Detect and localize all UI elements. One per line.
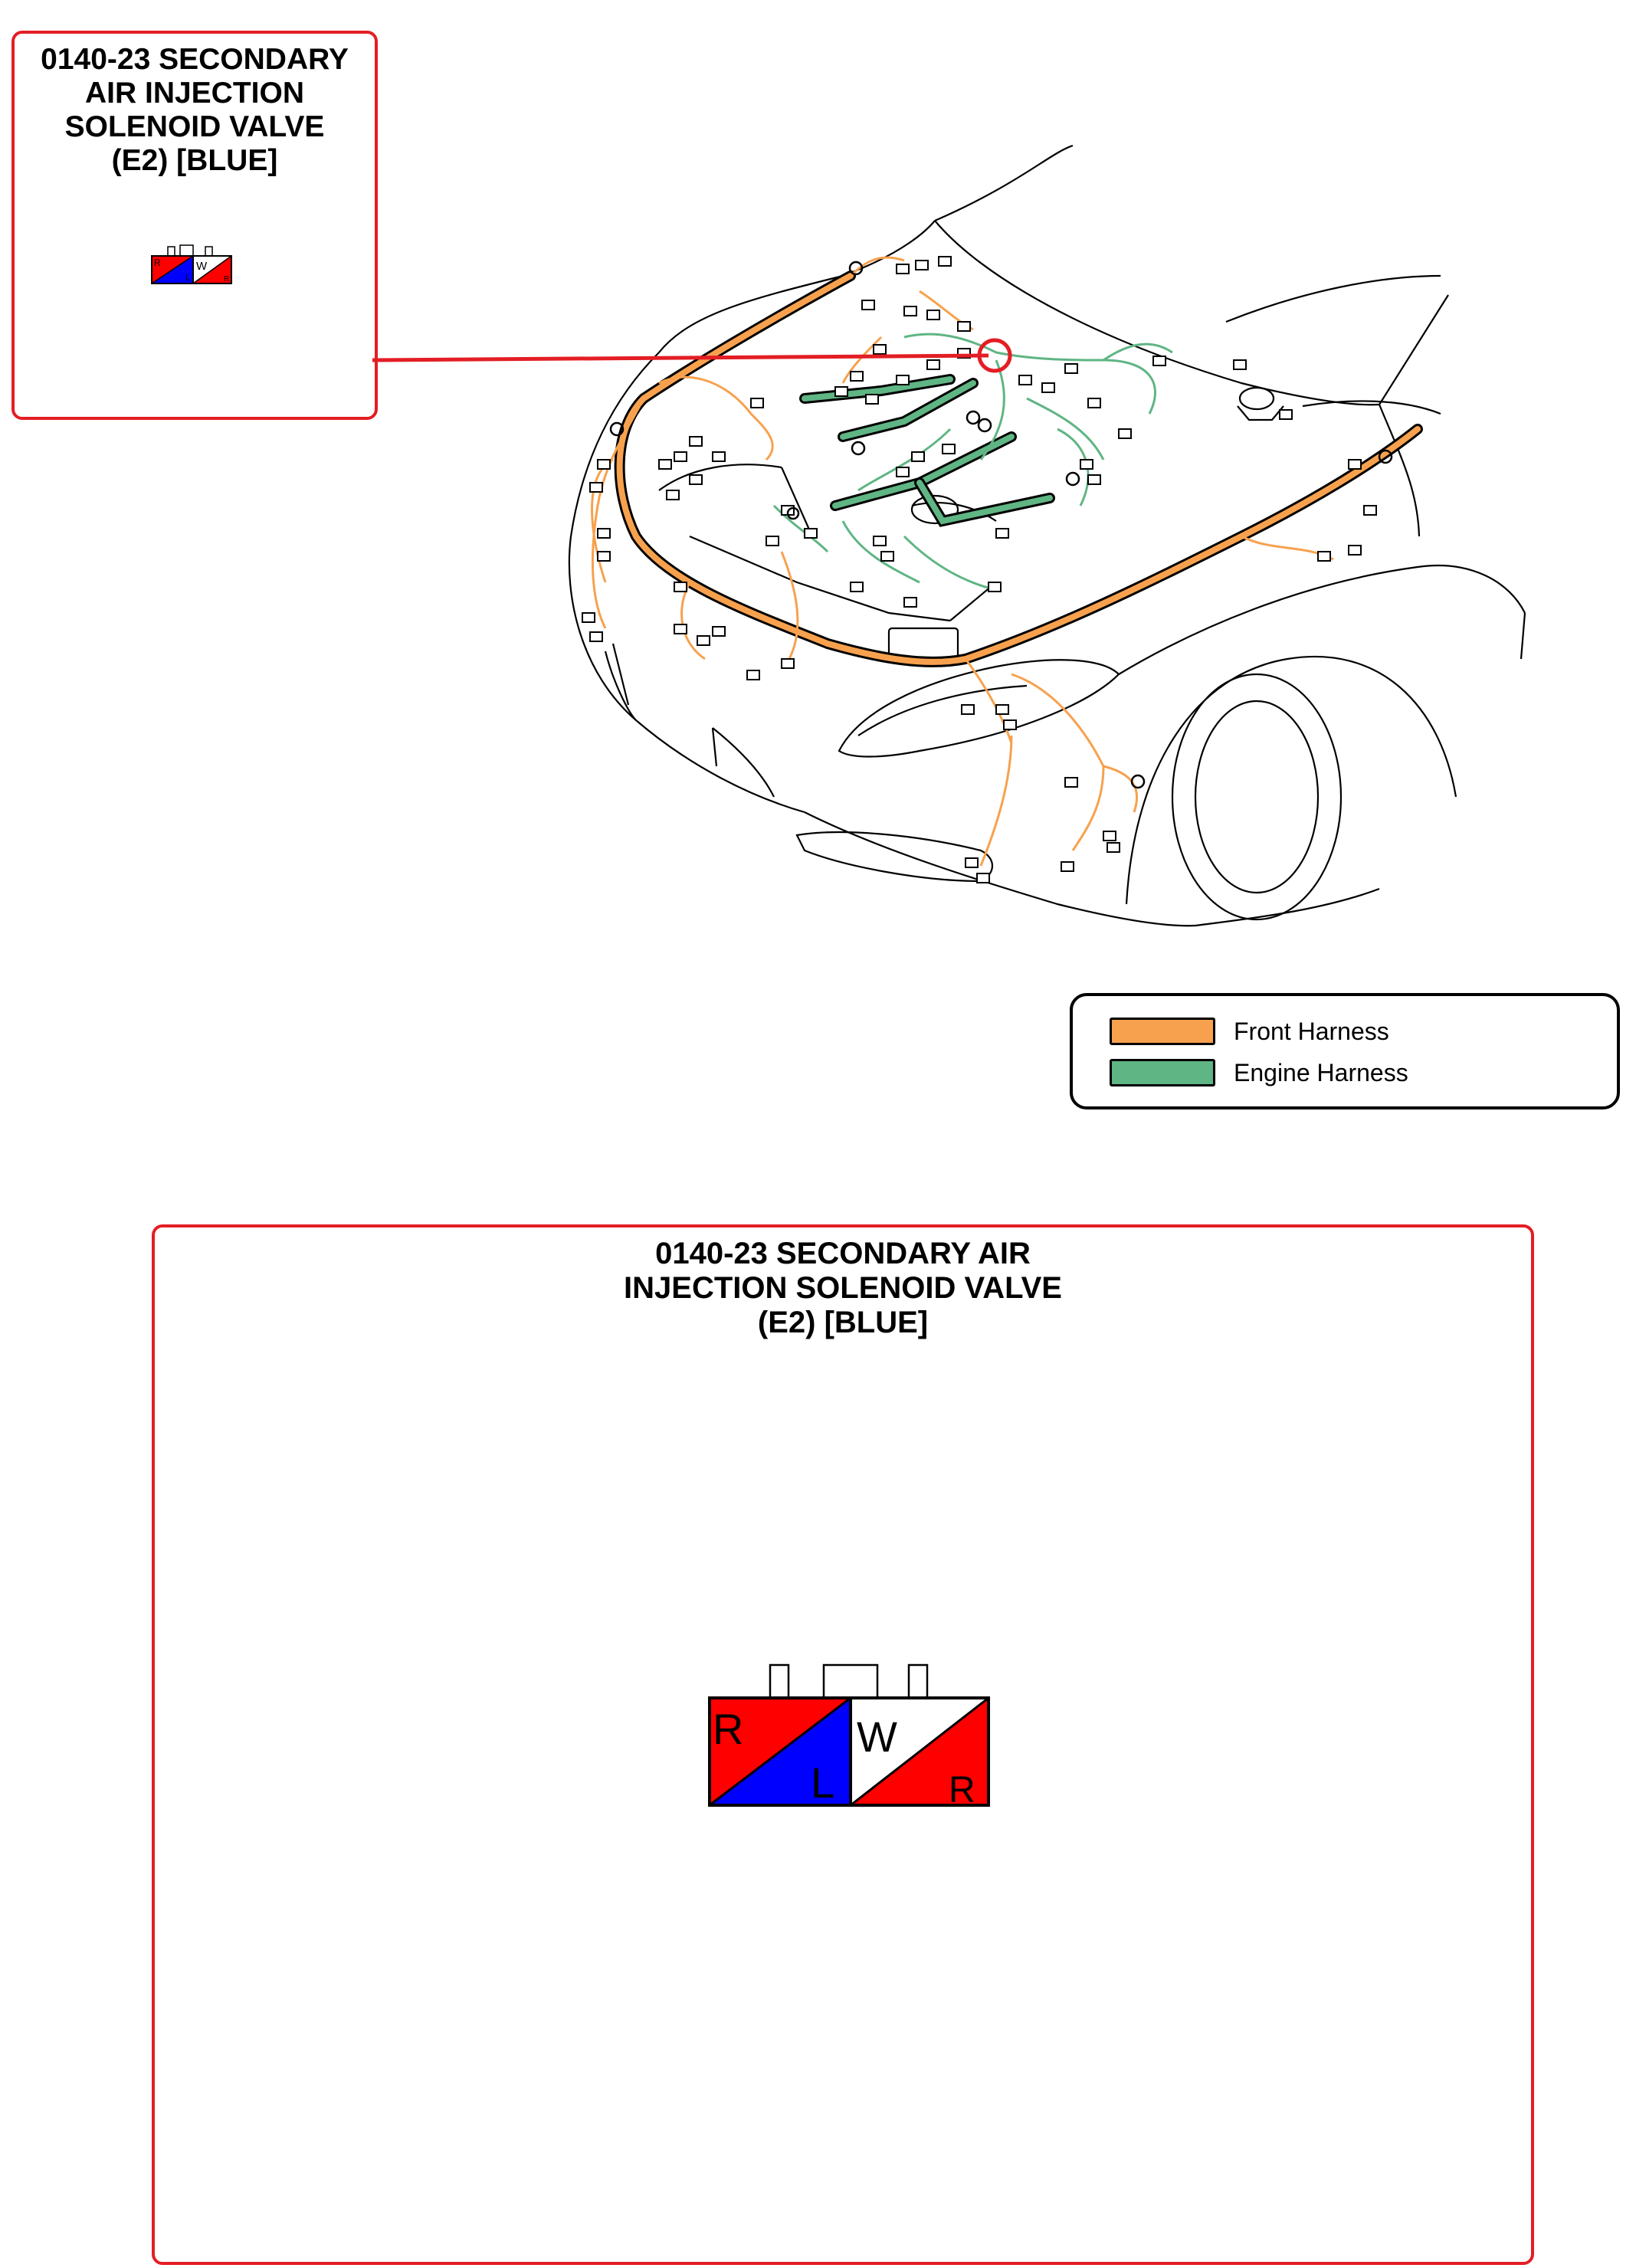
thumb-pin1-top-label: R xyxy=(154,257,161,268)
callout-large-line-1: 0140-23 SECONDARY AIR xyxy=(655,1237,1031,1270)
front-harness-swatch xyxy=(1110,1018,1215,1045)
callout-small-line-3: SOLENOID VALVE xyxy=(64,110,325,143)
pin2-top-label: W xyxy=(857,1712,897,1761)
callout-small-line-1: 0140-23 SECONDARY xyxy=(41,43,349,76)
thumb-pin1-bottom-label: L xyxy=(185,272,191,283)
callout-small-line-2: AIR INJECTION xyxy=(84,77,305,110)
thumb-pin2-top-label: W xyxy=(196,260,208,273)
callout-box-small xyxy=(11,31,378,420)
vehicle-outline xyxy=(569,146,1525,926)
legend-label-engine-harness: Engine Harness xyxy=(1234,1058,1408,1086)
engine-harness xyxy=(805,379,1050,521)
callout-title-small xyxy=(15,43,375,178)
engine-harness-swatch xyxy=(1110,1059,1215,1086)
callout-box-large xyxy=(152,1224,1534,2265)
callout-large-line-2: INJECTION SOLENOID VALVE xyxy=(624,1271,1062,1305)
callout-title-large xyxy=(155,1237,1531,1340)
pin2-bottom-label: R xyxy=(949,1770,975,1811)
engine-harness-branches xyxy=(774,334,1172,590)
callout-small-line-4: (E2) [BLUE] xyxy=(111,144,278,177)
harness-legend xyxy=(1070,993,1620,1109)
front-harness-trunk xyxy=(620,276,1418,662)
pin1-bottom-label: L xyxy=(811,1758,835,1807)
thumb-pin2-bottom-label: R xyxy=(224,275,230,284)
legend-item-engine-harness xyxy=(1110,1057,1408,1088)
legend-label-front-harness: Front Harness xyxy=(1234,1017,1389,1045)
callout-large-line-3: (E2) [BLUE] xyxy=(757,1306,929,1339)
pin1-top-label: R xyxy=(713,1705,744,1753)
legend-item-front-harness xyxy=(1110,1016,1389,1047)
callout-leader-line xyxy=(372,356,988,360)
